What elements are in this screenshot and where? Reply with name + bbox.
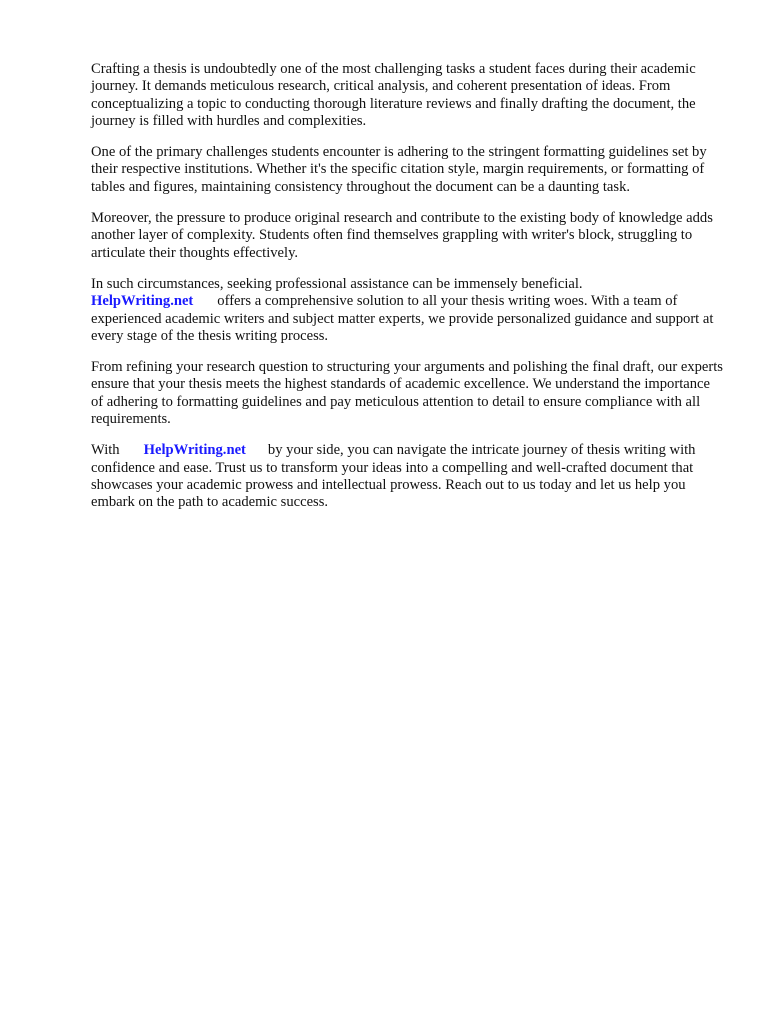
paragraph-text: With: [91, 442, 120, 459]
paragraph-expert-support: From refining your research question to structuring your arguments and polishing the final draft, our experts ensure that your thesis meets the highest standards of academic excellence. We understand the importance of adhering to formatting guidelines and pay meticulous attention to detail to ensure compliance with all requirements.: [91, 359, 723, 428]
paragraph-professional-assistance: [91, 276, 723, 345]
paragraph-text: offers a comprehensive solution to all your thesis writing woes. With a team of experienced academic writers and subject matter experts, we provide personalized guidance and support at every stage of the thesis writing process.: [91, 293, 714, 344]
paragraph-text: In such circumstances, seeking professional assistance can be immensely beneficial.: [91, 275, 583, 292]
paragraph-formatting-challenges: One of the primary challenges students encounter is adhering to the stringent formatting guidelines set by their respective institutions. Whether it's the specific citation style, margin requirements, or formatting of tables and figures, maintaining consistency throughout the document can be a daunting task.: [91, 144, 707, 195]
helpwriting-link[interactable]: HelpWriting.net: [143, 442, 246, 459]
paragraph-text: by your side, you can navigate the intricate journey of thesis writing with confidence and ease. Trust us to transform your ideas into a compelling and well-crafted document that showcases your academic prowess and intellectual prowess. Reach out to us today and let us help you embark on the path to academic success.: [91, 442, 696, 511]
paragraph-intro: Crafting a thesis is undoubtedly one of the most challenging tasks a student faces during their academic journey. It demands meticulous research, critical analysis, and coherent presentation of ideas. From conceptualizing a topic to conducting thorough literature reviews and finally drafting the document, the journey is filled with hurdles and complexities.: [91, 61, 696, 129]
helpwriting-link[interactable]: HelpWriting.net: [91, 293, 194, 310]
paragraph-conclusion: [91, 442, 723, 511]
paragraph-originality-pressure: Moreover, the pressure to produce original research and contribute to the existing body of knowledge adds another layer of complexity. Students often find themselves grappling with writer's block, struggling to articulate their thoughts effectively.: [91, 210, 713, 261]
document-body: [91, 61, 723, 526]
